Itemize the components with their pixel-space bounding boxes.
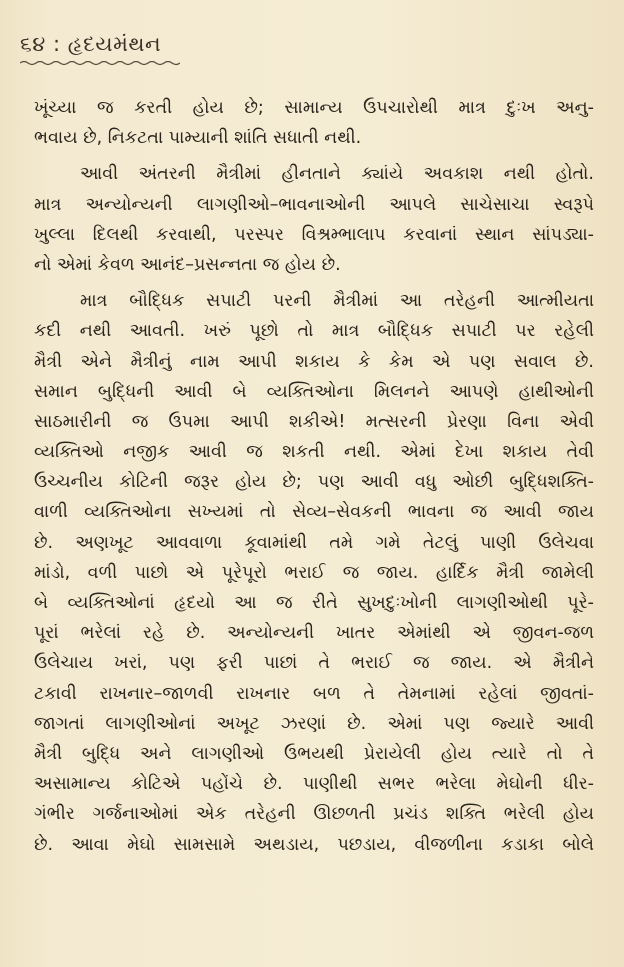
text-line: નો એમાં કેવળ આનંદ–પ્રસન્નતા જ હોય છે. <box>34 254 341 275</box>
text-line: બે વ્યક્તિઓનાં હૃદયો આ જ રીતે સુખદુઃખોની લાગણીઓથી પૂરે- <box>34 593 594 613</box>
text-line: ખૂંચ્યા જ કરતી હોય છે; સામાન્ય ઉપચારોથી માત્ર દુઃખ અનુ- <box>34 98 594 118</box>
body-text <box>34 93 594 860</box>
text-line: સાઠમારીની જ ઉપમા આપી શકીએ! મત્સરની પ્રેરણા વિના એવી <box>34 411 594 432</box>
running-header <box>20 30 161 70</box>
text-line: આવી અંતરની મૈત્રીમાં હીનતાને ક્યાંયે અવકાશ નથી હોતો. <box>80 164 594 185</box>
text-line: મૈત્રી બુદ્ધિ અને લાગણીઓ ઉભયથી પ્રેરાયેલી હોય ત્યારે તો તે <box>34 743 594 764</box>
text-line: કદી નથી આવતી. ખરું પૂછો તો માત્ર બૌદ્ધિક સપાટી પર રહેલી <box>34 321 594 342</box>
text-line: માત્ર અન્યોન્યની લાગણીઓ–ભાવનાઓની આપલે સાચેસાચા સ્વરૂપે <box>34 194 594 215</box>
text-line: મૈત્રી એને મૈત્રીનું નામ આપી શકાય કે કેમ એ પણ સવાલ છે. <box>34 351 594 372</box>
text-line: છે. આવા મેઘો સામસામે અથડાય, પછડાય, વીજળીના કડાકા બોલે <box>34 834 594 855</box>
text-line: ઉલેચાય ખરાં, પણ ફરી પાછાં તે ભરાઈ જ જાય. એ મૈત્રીને <box>34 653 594 674</box>
wavy-underline <box>20 60 180 66</box>
text-line: સમાન બુદ્ધિની આવી બે વ્યક્તિઓના મિલનને આપણે હાથીઓની <box>34 381 594 402</box>
text-line: ટકાવી રાખનાર–જાળવી રાખનાર બળ તે તેમનામાં રહેલાં જીવતાં- <box>34 683 594 704</box>
text-line: જાગતાં લાગણીઓનાં અખૂટ ઝરણાં છે. એમાં પણ જ્યારે આવી <box>34 713 594 734</box>
text-line: વ્યક્તિઓ નજીક આવી જ શકતી નથી. એમાં દેખા શકાય તેવી <box>34 442 594 463</box>
text-line: ખુલ્લા દિલથી કરવાથી, પરસ્પર વિશ્રમ્ભાલાપ કરવાનાં સ્થાન સાંપડ્યા- <box>34 224 594 245</box>
text-line: પૂરાં ભરેલાં રહે છે. અન્યોન્યની ખાતર એમાંથી એ જીવન-જળ <box>34 623 594 644</box>
text-line: ઉચ્ચનીય કોટિની જરૂર હોય છે; પણ આવી વધુ ઓછી બુદ્ધિશક્તિ- <box>34 472 594 493</box>
text-line: ભવાય છે, નિકટતા પામ્યાની શાંતિ સધાતી નથી. <box>34 128 362 149</box>
text-line: છે. અણખૂટ આવવાળા કૂવામાંથી તમે ગમે તેટલું પાણી ઉલેચવા <box>34 532 594 553</box>
text-line: ગંભીર ગર્જનાઓમાં એક તરેહની ઊછળતી પ્રચંડ શક્તિ ભરેલી હોય <box>34 804 594 825</box>
text-line: વાળી વ્યક્તિઓના સખ્યમાં તો સેવ્ય–સેવકની ભાવના જ આવી જાય <box>34 502 594 523</box>
text-line: માત્ર બૌદ્ધિક સપાટી પરની મૈત્રીમાં આ તરેહની આત્મીયતા <box>80 291 594 312</box>
text-line: માંડો, વળી પાછો એ પૂરેપૂરો ભરાઈ જ જાય. હાર્દિક મૈત્રી જામેલી <box>34 562 594 583</box>
page-number-and-title: ૬૪ : હૃદયમંથન <box>20 32 162 56</box>
text-line: અસામાન્ય કોટિએ પહોંચે છે. પાણીથી સભર ભરેલા મેઘોની ધીર- <box>34 774 594 795</box>
